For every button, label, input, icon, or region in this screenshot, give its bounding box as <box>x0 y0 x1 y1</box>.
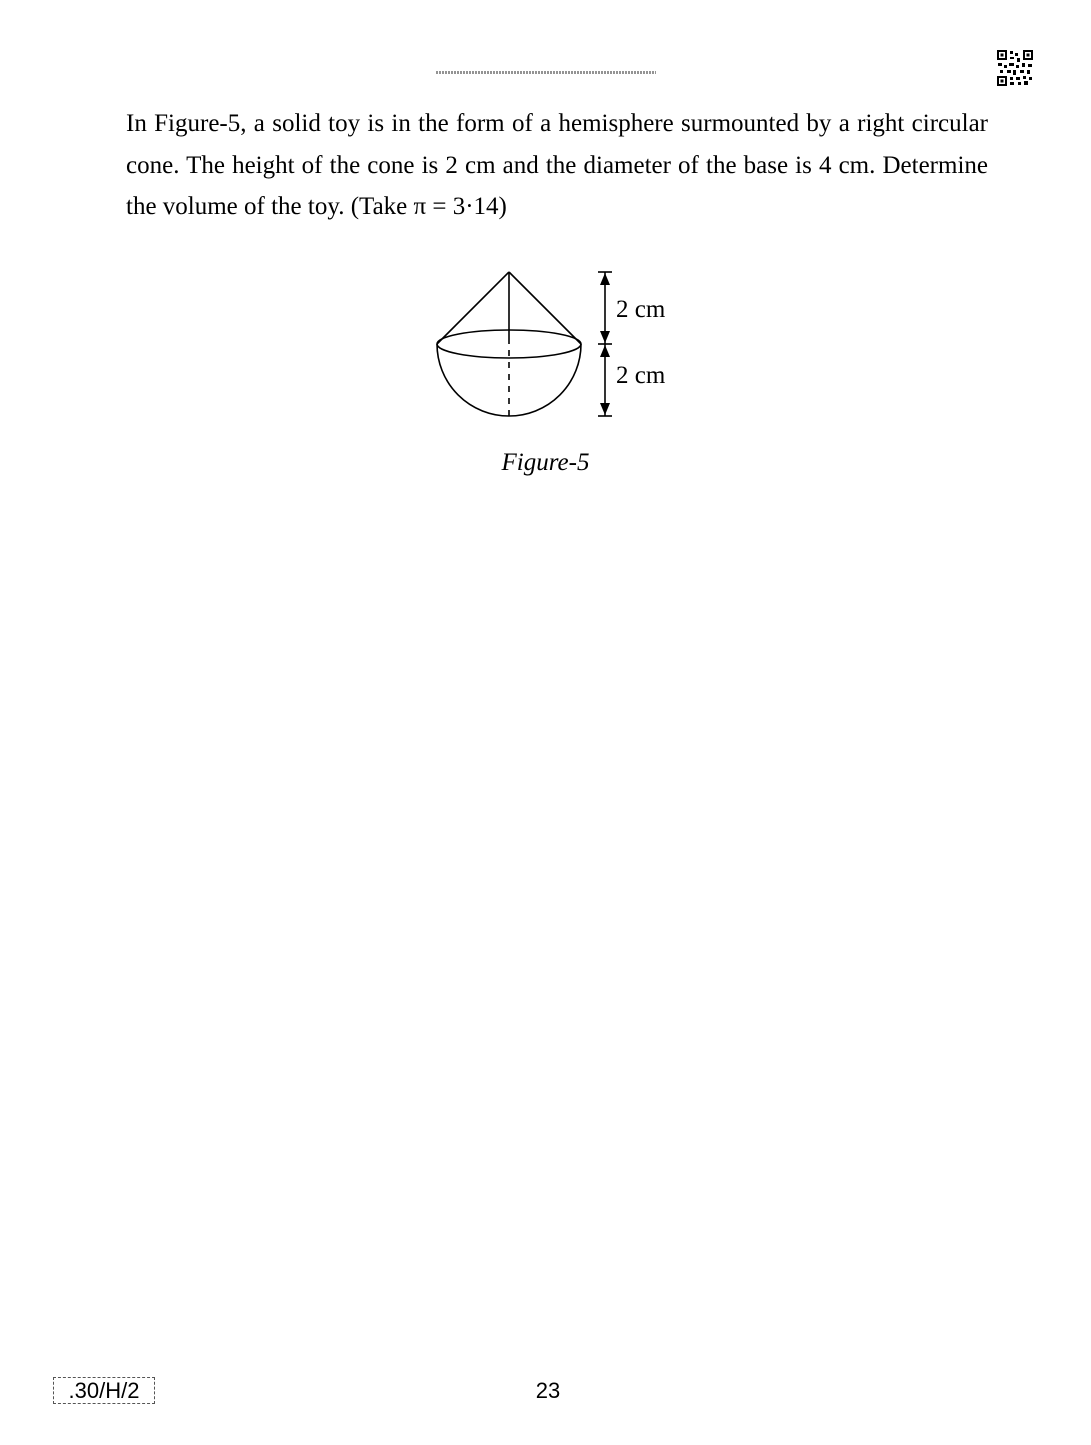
cone-right-edge <box>509 272 581 344</box>
cone-height-label: 2 cm <box>616 296 666 323</box>
figure-caption: Figure-5 <box>501 449 590 476</box>
hemisphere-radius-label: 2 cm <box>616 362 666 389</box>
arrowhead-bottom <box>600 403 610 415</box>
arrowhead-mid-down <box>600 345 610 357</box>
qr-code-icon <box>996 49 1034 87</box>
toy-diagram <box>420 262 690 427</box>
arrowhead-mid-up <box>600 331 610 343</box>
arrowhead-top <box>600 273 610 285</box>
figure-toy <box>420 262 690 427</box>
page-number: 23 <box>535 1378 561 1403</box>
paper-code: .30/H/2 <box>53 1377 155 1404</box>
cone-left-edge <box>437 272 509 344</box>
microtext-strip <box>436 71 656 74</box>
question-text: In Figure-5, a solid toy is in the form of a hemisphere surmounted by a right circular cone. The height of the cone is 2 cm and the diameter of the base is 4 cm. Determine the volume of the toy. (Take π = 3·14) <box>126 110 988 220</box>
